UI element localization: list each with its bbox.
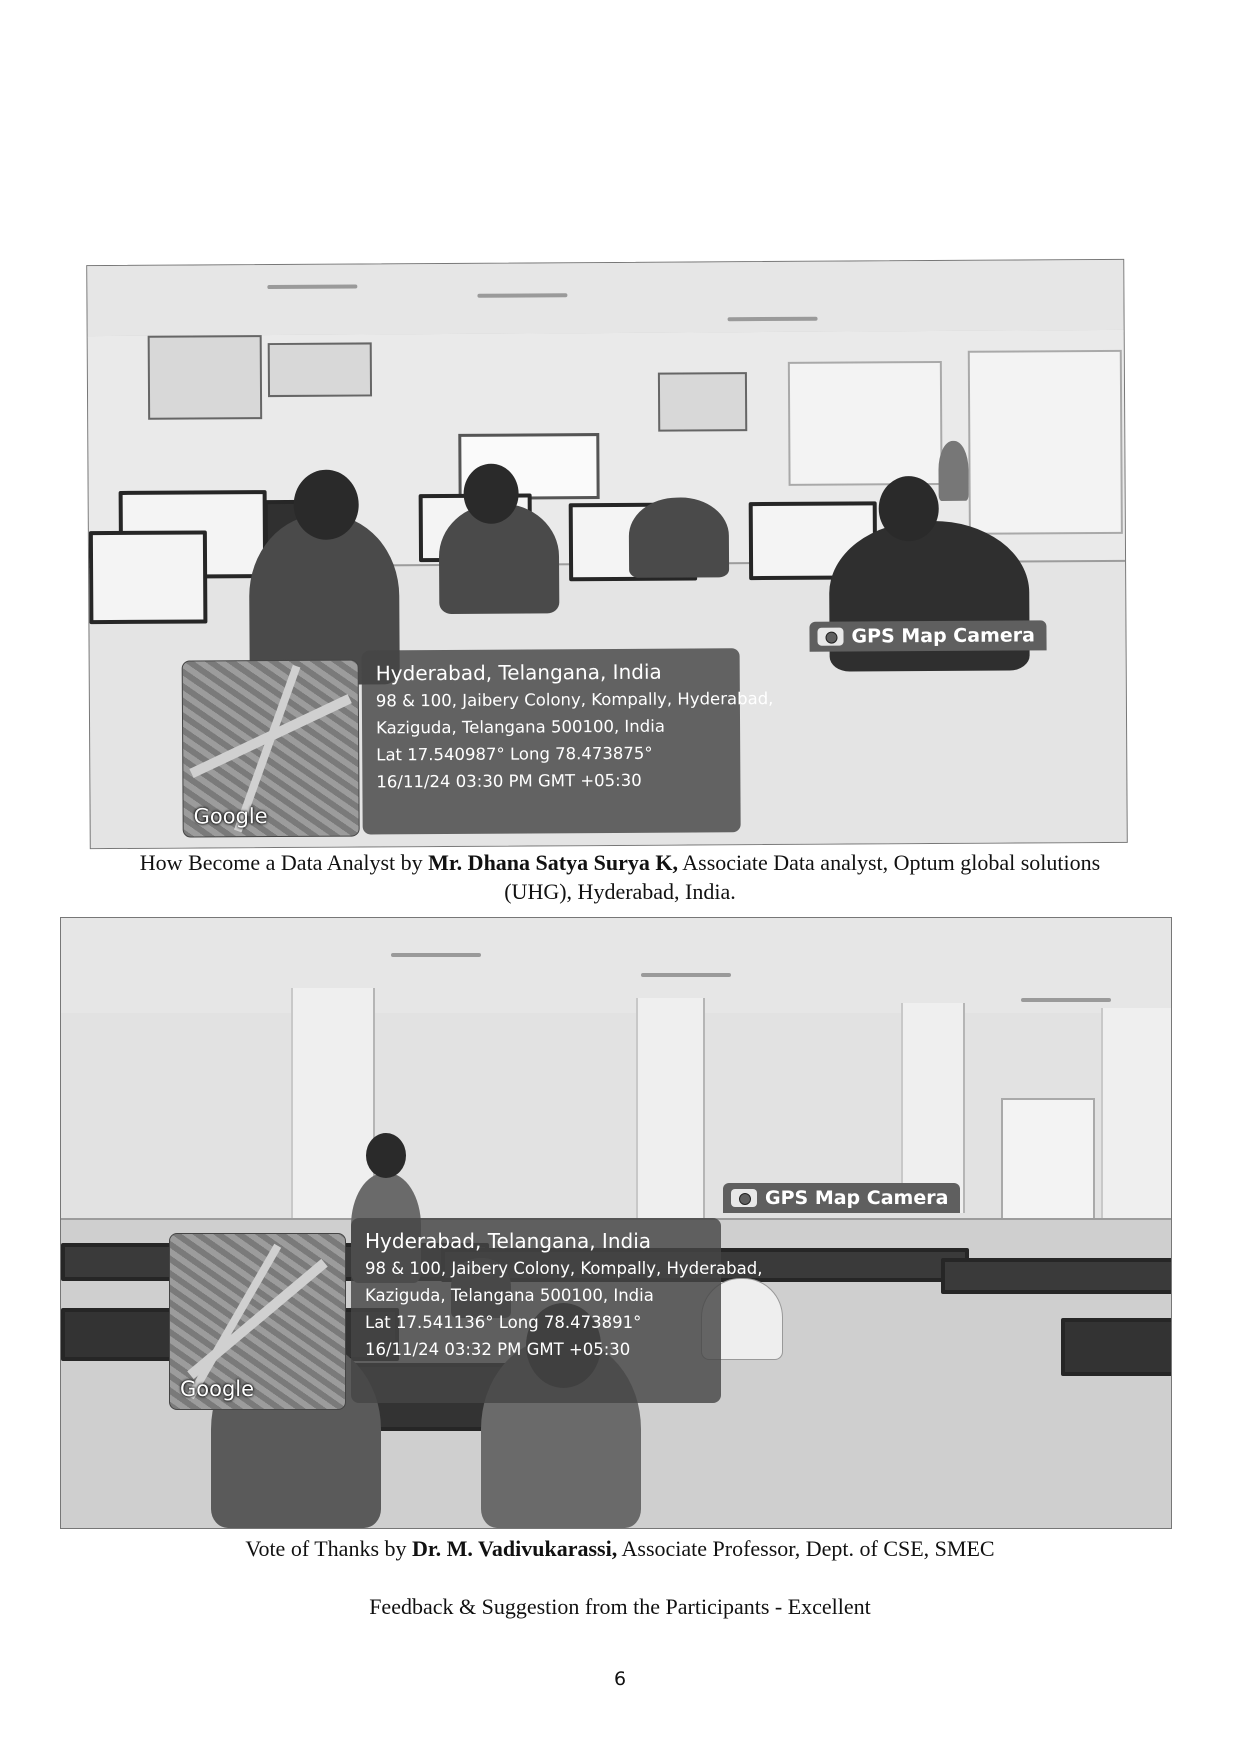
camera-icon: [731, 1189, 757, 1207]
event-photo-2: [60, 917, 1172, 1529]
student: [629, 497, 729, 578]
caption-text: Associate Data analyst, Optum global solutions: [677, 850, 1101, 875]
window: [1001, 1098, 1095, 1222]
speaker-name: Dr. M. Vadivukarassi,: [412, 1536, 618, 1561]
wall-notice: [658, 372, 747, 432]
gps-camera-label: GPS Map Camera: [765, 1187, 949, 1209]
caption-text: How Become a Data Analyst by: [139, 850, 429, 875]
student-head: [463, 464, 518, 524]
gps-address-line: 98 & 100, Jaibery Colony, Kompally, Hyderabad,: [365, 1259, 763, 1278]
ceiling-fan: [267, 285, 357, 290]
gps-map-thumbnail: [169, 1233, 346, 1410]
gps-timestamp: 16/11/24 03:32 PM GMT +05:30: [365, 1340, 631, 1359]
photo-2-caption: [0, 1534, 1240, 1563]
gps-location-title: Hyderabad, Telangana, India: [365, 1229, 652, 1253]
map-road: [187, 1244, 281, 1400]
gps-camera-label: GPS Map Camera: [851, 624, 1035, 648]
computer-monitor: [1061, 1318, 1172, 1376]
computer-monitor-row: [941, 1258, 1172, 1294]
caption-line: (UHG), Hyderabad, India.: [504, 879, 736, 904]
pillar: [901, 1003, 965, 1213]
gps-timestamp: 16/11/24 03:30 PM GMT +05:30: [376, 770, 642, 792]
wall-notice: [148, 335, 263, 420]
ceiling-fan: [641, 973, 731, 977]
ceiling-fan: [728, 317, 818, 322]
gps-camera-tag: [809, 620, 1047, 651]
gps-coordinates: Lat 17.541136° Long 78.473891°: [365, 1313, 642, 1332]
gps-map-thumbnail: [182, 660, 360, 838]
caption-text: Vote of Thanks by: [245, 1536, 413, 1561]
computer-monitor: [89, 530, 208, 624]
gps-location-title: Hyderabad, Telangana, India: [375, 659, 662, 686]
gps-address-line: Kaziguda, Telangana 500100, India: [376, 716, 665, 738]
pillar: [636, 998, 705, 1218]
feedback-line: Feedback & Suggestion from the Participants - Excellent: [369, 1594, 871, 1619]
pillar: [1101, 1008, 1172, 1228]
google-logo-text: Google: [180, 1377, 255, 1401]
gps-info-box: [362, 648, 774, 834]
ceiling-fan: [477, 293, 567, 298]
caption-text: Associate Professor, Dept. of CSE, SMEC: [617, 1536, 995, 1561]
gps-coordinates: Lat 17.540987° Long 78.473875°: [376, 743, 653, 765]
student-head: [879, 476, 939, 541]
page-number: 6: [613, 1668, 627, 1690]
gps-address-line: Kaziguda, Telangana 500100, India: [365, 1286, 654, 1305]
gps-info-box: [351, 1218, 763, 1403]
window: [788, 361, 943, 486]
ceiling-fan: [391, 953, 481, 957]
caption-line: [0, 848, 1240, 877]
wall-notice: [268, 342, 372, 397]
camera-icon: [817, 628, 843, 646]
gps-camera-tag: [723, 1183, 960, 1213]
student-head: [366, 1133, 406, 1178]
speaker-name: Mr. Dhana Satya Surya K,: [428, 850, 678, 875]
ceiling: [61, 918, 1171, 1015]
photo-1-caption: [0, 848, 1240, 906]
ceiling: [87, 260, 1123, 338]
student-head: [293, 470, 358, 540]
speaker: [938, 441, 968, 501]
google-logo-text: Google: [193, 804, 268, 829]
ceiling-fan: [1021, 998, 1111, 1002]
window: [968, 350, 1123, 535]
gps-address-line: 98 & 100, Jaibery Colony, Kompally, Hyderabad,: [375, 688, 774, 711]
event-photo-1: [86, 259, 1128, 849]
